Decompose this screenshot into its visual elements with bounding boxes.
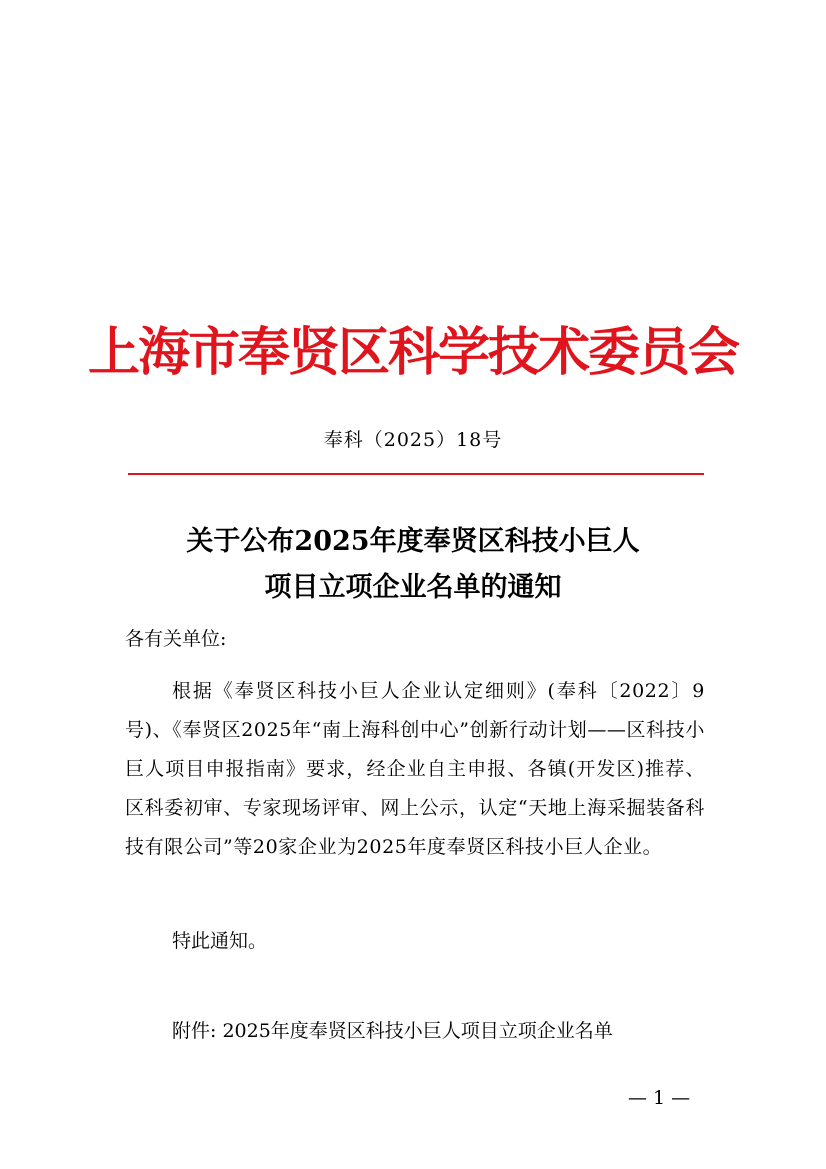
- document-title-line-2: 项目立项企业名单的通知: [264, 572, 562, 603]
- document-title-line-1: 关于公布2025年度奉贤区科技小巨人: [186, 526, 640, 557]
- body-paragraph: 根据《奉贤区科技小巨人企业认定细则》(奉科〔2022〕9号)、《奉贤区2025年“南上海科创中心”创新行动计划——区科技小巨人项目申报指南》要求，经企业自主申报、各镇(开发区)推荐、区科委初审、专家现场评审、网上公示，认定“天地上海采掘装备科技有限公司”等20家企业为2025年度奉贤区科技小巨人企业。: [125, 680, 705, 858]
- issuing-organization-header: 上海市奉贤区科学技术委员会: [87, 322, 738, 383]
- page-number: — 1 —: [628, 1087, 691, 1109]
- closing-remark: 特此通知。: [172, 930, 268, 952]
- attachment-note: 附件: 2025年度奉贤区科技小巨人项目立项企业名单: [172, 1020, 613, 1042]
- salutation: 各有关单位:: [125, 628, 227, 650]
- red-divider-line: [128, 473, 704, 475]
- document-number: 奉科（2025）18号: [323, 429, 503, 451]
